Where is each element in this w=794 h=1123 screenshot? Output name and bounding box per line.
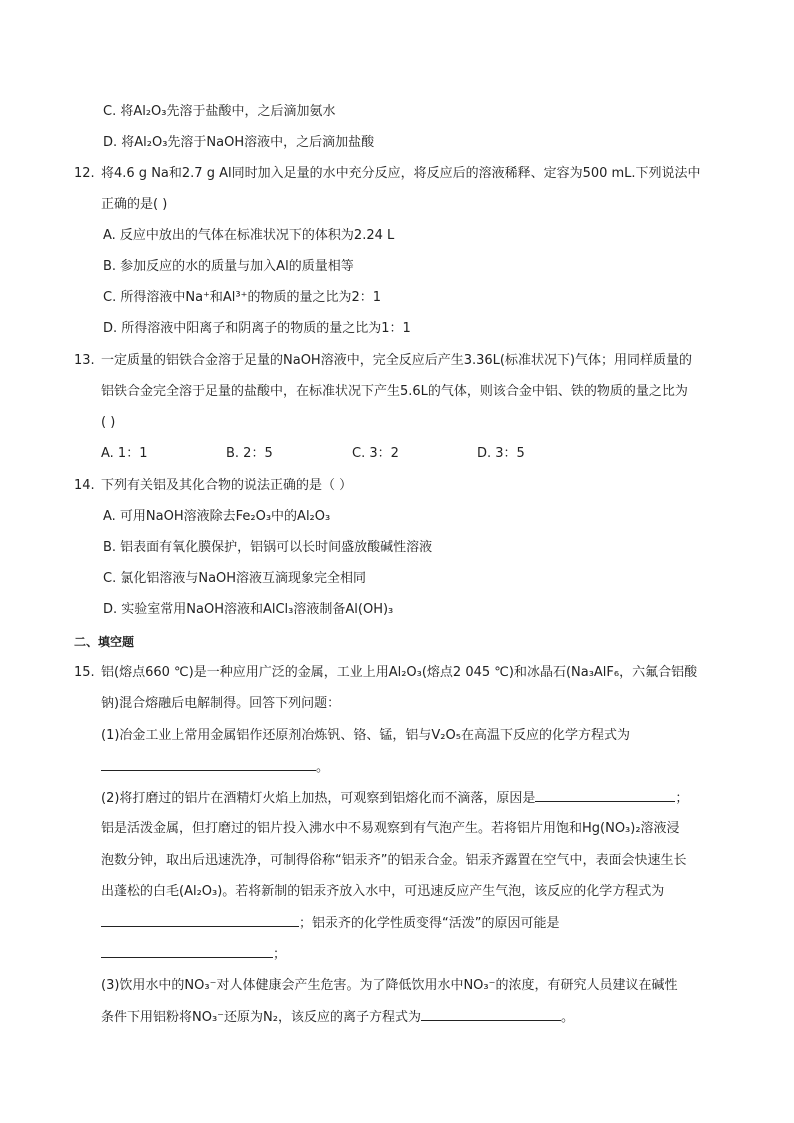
q15-part3-end: 。 (560, 1010, 574, 1025)
q15-number: 15. (74, 665, 95, 680)
q13-stem-line3: ( ) (101, 415, 116, 430)
q14-option-a: A. 可用NaOH溶液除去Fe₂O₃中的Al₂O₃ (103, 509, 331, 524)
q15-part2-line6 (101, 945, 286, 964)
q15-part2-line2: 铝是活泼金属，但打磨过的铝片投入沸水中不易观察到有气泡产生。若将铝片用饱和Hg(NO₃)₂溶液浸 (101, 821, 680, 836)
q15-part2-line1-end: ； (675, 791, 689, 806)
answer-blank-2[interactable] (535, 789, 675, 802)
q13-stem-line1: 一定质量的铝铁合金溶于足量的NaOH溶液中，完全反应后产生3.36L(标准状况下)气体；用同样质量的 (101, 353, 693, 368)
q15-stem-line1: 铝(熔点660 ℃)是一种应用广泛的金属，工业上用Al₂O₃(熔点2 045 ℃)和冰晶石(Na₃AlF₆，六氟合铝酸 (101, 665, 698, 680)
q15-part2-line3: 泡数分钟，取出后迅速洗净，可制得俗称“铝汞齐”的铝汞合金。铝汞齐露置在空气中，表面会快速生长 (101, 853, 687, 868)
q11-option-d: D. 将Al₂O₃先溶于NaOH溶液中，之后滴加盐酸 (103, 135, 375, 150)
q12-stem-line2: 正确的是( ) (101, 197, 168, 212)
q13-option-a: A. 1：1 (101, 446, 148, 461)
q12-stem-line1: 将4.6 g Na和2.7 g Al同时加入足量的水中充分反应，将反应后的溶液稀释、定容为500 mL.下列说法中 (101, 166, 701, 181)
q13-number: 13. (74, 353, 95, 368)
q12-option-b: B. 参加反应的水的质量与加入Al的质量相等 (103, 259, 354, 274)
q15-part1-end: 。 (316, 760, 330, 775)
q15-part1-line1: (1)冶金工业上常用金属铝作还原剂冶炼钒、铬、锰，铝与V₂O₅在高温下反应的化学方程式为 (101, 728, 630, 743)
q11-option-c: C. 将Al₂O₃先溶于盐酸中，之后滴加氨水 (103, 104, 336, 119)
section-title: 二、填空题 (74, 635, 135, 649)
q13-stem-line2: 铝铁合金完全溶于足量的盐酸中，在标准状况下产生5.6L的气体，则该合金中铝、铁的物质的量之比为 (101, 384, 688, 399)
q14-option-c: C. 氯化铝溶液与NaOH溶液互滴现象完全相同 (103, 571, 367, 586)
q15-part2-text1: (2)将打磨过的铝片在酒精灯火焰上加热，可观察到铝熔化而不滴落，原因是 (101, 791, 536, 806)
q12-option-c: C. 所得溶液中Na⁺和Al³⁺的物质的量之比为2：1 (103, 290, 382, 305)
q15-part3-line1: (3)饮用水中的NO₃⁻对人体健康会产生危害。为了降低饮用水中NO₃⁻的浓度，有研究人员建议在碱性 (101, 978, 678, 993)
q12-option-d: D. 所得溶液中阳离子和阴离子的物质的量之比为1：1 (103, 321, 411, 336)
q15-stem-line2: 钠)混合熔融后电解制得。回答下列问题： (101, 696, 341, 711)
q15-part2-line5 (101, 914, 559, 933)
answer-blank-5[interactable] (421, 1008, 561, 1021)
answer-blank-4[interactable] (101, 945, 273, 958)
q13-option-c: C. 3：2 (352, 446, 399, 461)
q12-option-a: A. 反应中放出的气体在标准状况下的体积为2.24 L (103, 228, 395, 243)
q14-option-b: B. 铝表面有氧化膜保护，铝锅可以长时间盛放酸碱性溶液 (103, 540, 433, 555)
q14-number: 14. (74, 478, 95, 493)
answer-blank-1[interactable] (101, 758, 316, 771)
q12-number: 12. (74, 166, 95, 181)
q13-option-b: B. 2：5 (226, 446, 273, 461)
q14-stem: 下列有关铝及其化合物的说法正确的是（ ） (101, 478, 353, 493)
q14-option-d: D. 实验室常用NaOH溶液和AlCl₃溶液制备Al(OH)₃ (103, 602, 394, 617)
q15-part2-line1 (101, 789, 688, 808)
answer-blank-3[interactable] (101, 914, 299, 927)
q13-option-d: D. 3：5 (477, 446, 525, 461)
q15-part2-line5-text: ；铝汞齐的化学性质变得“活泼”的原因可能是 (299, 916, 560, 931)
q15-part3-line2 (101, 1008, 574, 1027)
q15-part2-line4: 出蓬松的白毛(Al₂O₃)。若将新制的铝汞齐放入水中，可迅速反应产生气泡，该反应的化学方程式为 (101, 884, 665, 899)
q15-part2-line6-end: ； (273, 947, 287, 962)
q15-part1-answer (101, 758, 329, 777)
q15-part3-text: 条件下用铝粉将NO₃⁻还原为N₂，该反应的离子方程式为 (101, 1010, 421, 1025)
